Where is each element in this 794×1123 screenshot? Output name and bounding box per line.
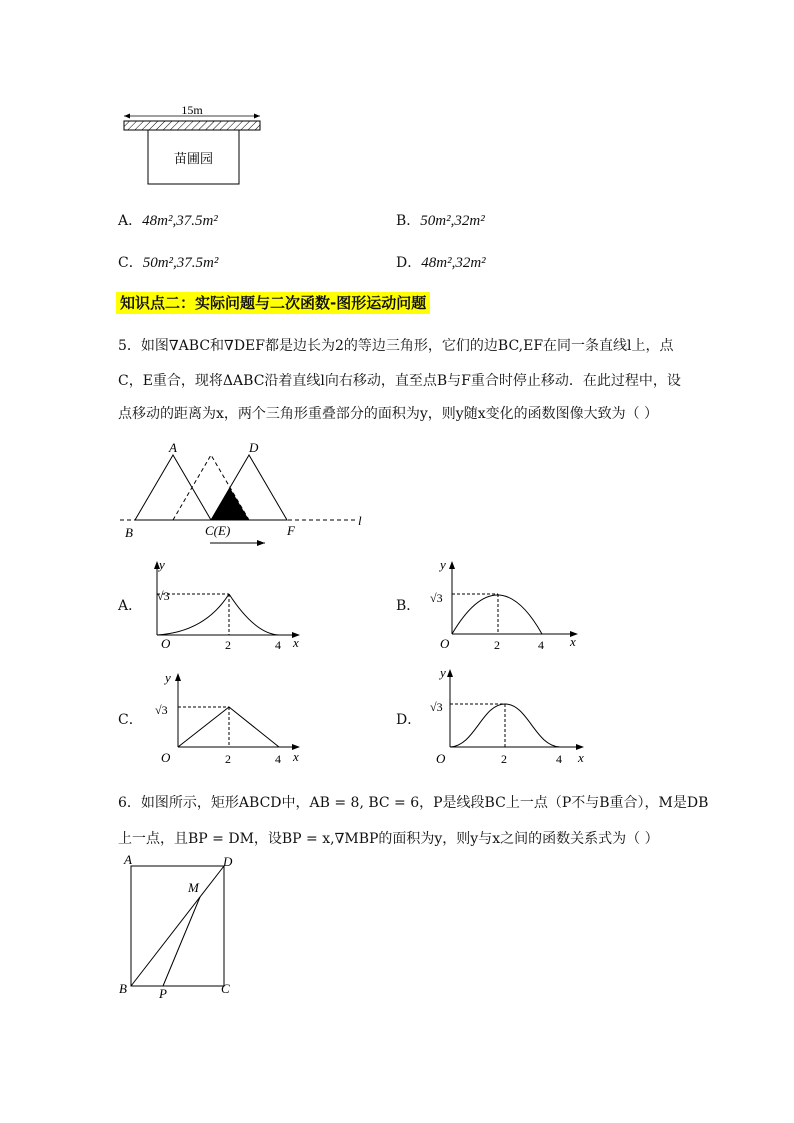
option-c[interactable]: C．50m²,37.5m²	[118, 255, 219, 271]
svg-text:O: O	[440, 636, 450, 651]
graph-d-label[interactable]: D．	[396, 712, 422, 728]
label-a: A	[169, 440, 177, 455]
q5-line1: 5．如图∇ABC和∇DEF都是边长为2的等边三角形，它们的边BC,EF在同一条直线l上，点	[118, 338, 674, 354]
svg-text:√3: √3	[430, 591, 443, 605]
svg-text:√3: √3	[157, 589, 170, 603]
graph-b	[420, 556, 585, 656]
svg-text:x: x	[293, 749, 299, 764]
svg-text:x: x	[578, 750, 584, 765]
rect-label-m: M	[188, 880, 199, 895]
section-heading: 知识点二：实际问题与二次函数-图形运动问题	[116, 292, 430, 313]
svg-text:2: 2	[494, 638, 500, 652]
graph-a-label[interactable]: A．	[118, 598, 143, 614]
label-b: B	[125, 525, 133, 540]
svg-text:y: y	[440, 665, 446, 680]
svg-text:y: y	[159, 557, 165, 572]
rect-label-c: C	[221, 981, 230, 996]
svg-text:4: 4	[275, 638, 281, 652]
svg-text:y: y	[440, 557, 446, 572]
q6-line1: 6．如图所示，矩形ABCD中，AB = 8, BC = 6，P是线段BC上一点（P不与B重合），M是DB	[118, 795, 709, 811]
svg-text:√3: √3	[155, 703, 168, 717]
svg-text:O: O	[436, 751, 446, 766]
triangles-figure	[115, 436, 380, 551]
svg-text:4: 4	[538, 638, 544, 652]
graph-b-label[interactable]: B．	[396, 598, 421, 614]
rect-label-b: B	[119, 981, 127, 996]
rect-label-d: D	[223, 854, 233, 869]
svg-text:2: 2	[225, 752, 231, 766]
rectangle-figure	[115, 852, 245, 1002]
q6-line2: 上一点，且BP = DM，设BP = x,∇MBP的面积为y，则y与x之间的函数关系式为（ ）	[118, 831, 659, 847]
option-d[interactable]: D．48m²,32m²	[396, 255, 486, 271]
nursery-figure	[118, 104, 268, 188]
graph-a	[145, 556, 310, 656]
graph-c	[145, 668, 310, 768]
svg-text:4: 4	[275, 752, 281, 766]
svg-text:x: x	[293, 635, 299, 650]
nursery-label: 苗圃园	[173, 152, 214, 167]
graph-c-label[interactable]: C．	[118, 712, 143, 728]
svg-text:2: 2	[501, 752, 507, 766]
label-d: D	[249, 440, 259, 455]
option-a[interactable]: A．48m²,37.5m²	[118, 213, 218, 229]
svg-text:O: O	[161, 750, 171, 765]
option-b[interactable]: B．50m²,32m²	[396, 213, 485, 229]
rect-label-p: P	[159, 986, 167, 1001]
q5-line2: C，E重合，现将ΔABC沿着直线l向右移动，直至点B与F重合时停止移动．在此过程中，设	[118, 373, 681, 389]
width-label: 15m	[181, 104, 203, 117]
svg-text:2: 2	[225, 638, 231, 652]
svg-text:4: 4	[556, 752, 562, 766]
graph-d	[420, 664, 590, 768]
q5-line3: 点移动的距离为x，两个三角形重叠部分的面积为y，则y随x变化的函数图像大致为（ ）	[118, 406, 659, 422]
rect-label-a: A	[124, 852, 132, 867]
svg-text:O: O	[161, 636, 171, 651]
label-l: l	[358, 513, 362, 528]
svg-text:√3: √3	[430, 700, 443, 714]
svg-text:x: x	[570, 634, 576, 649]
svg-text:y: y	[165, 670, 171, 685]
label-f: F	[287, 523, 295, 538]
label-ce: C(E)	[205, 523, 231, 538]
